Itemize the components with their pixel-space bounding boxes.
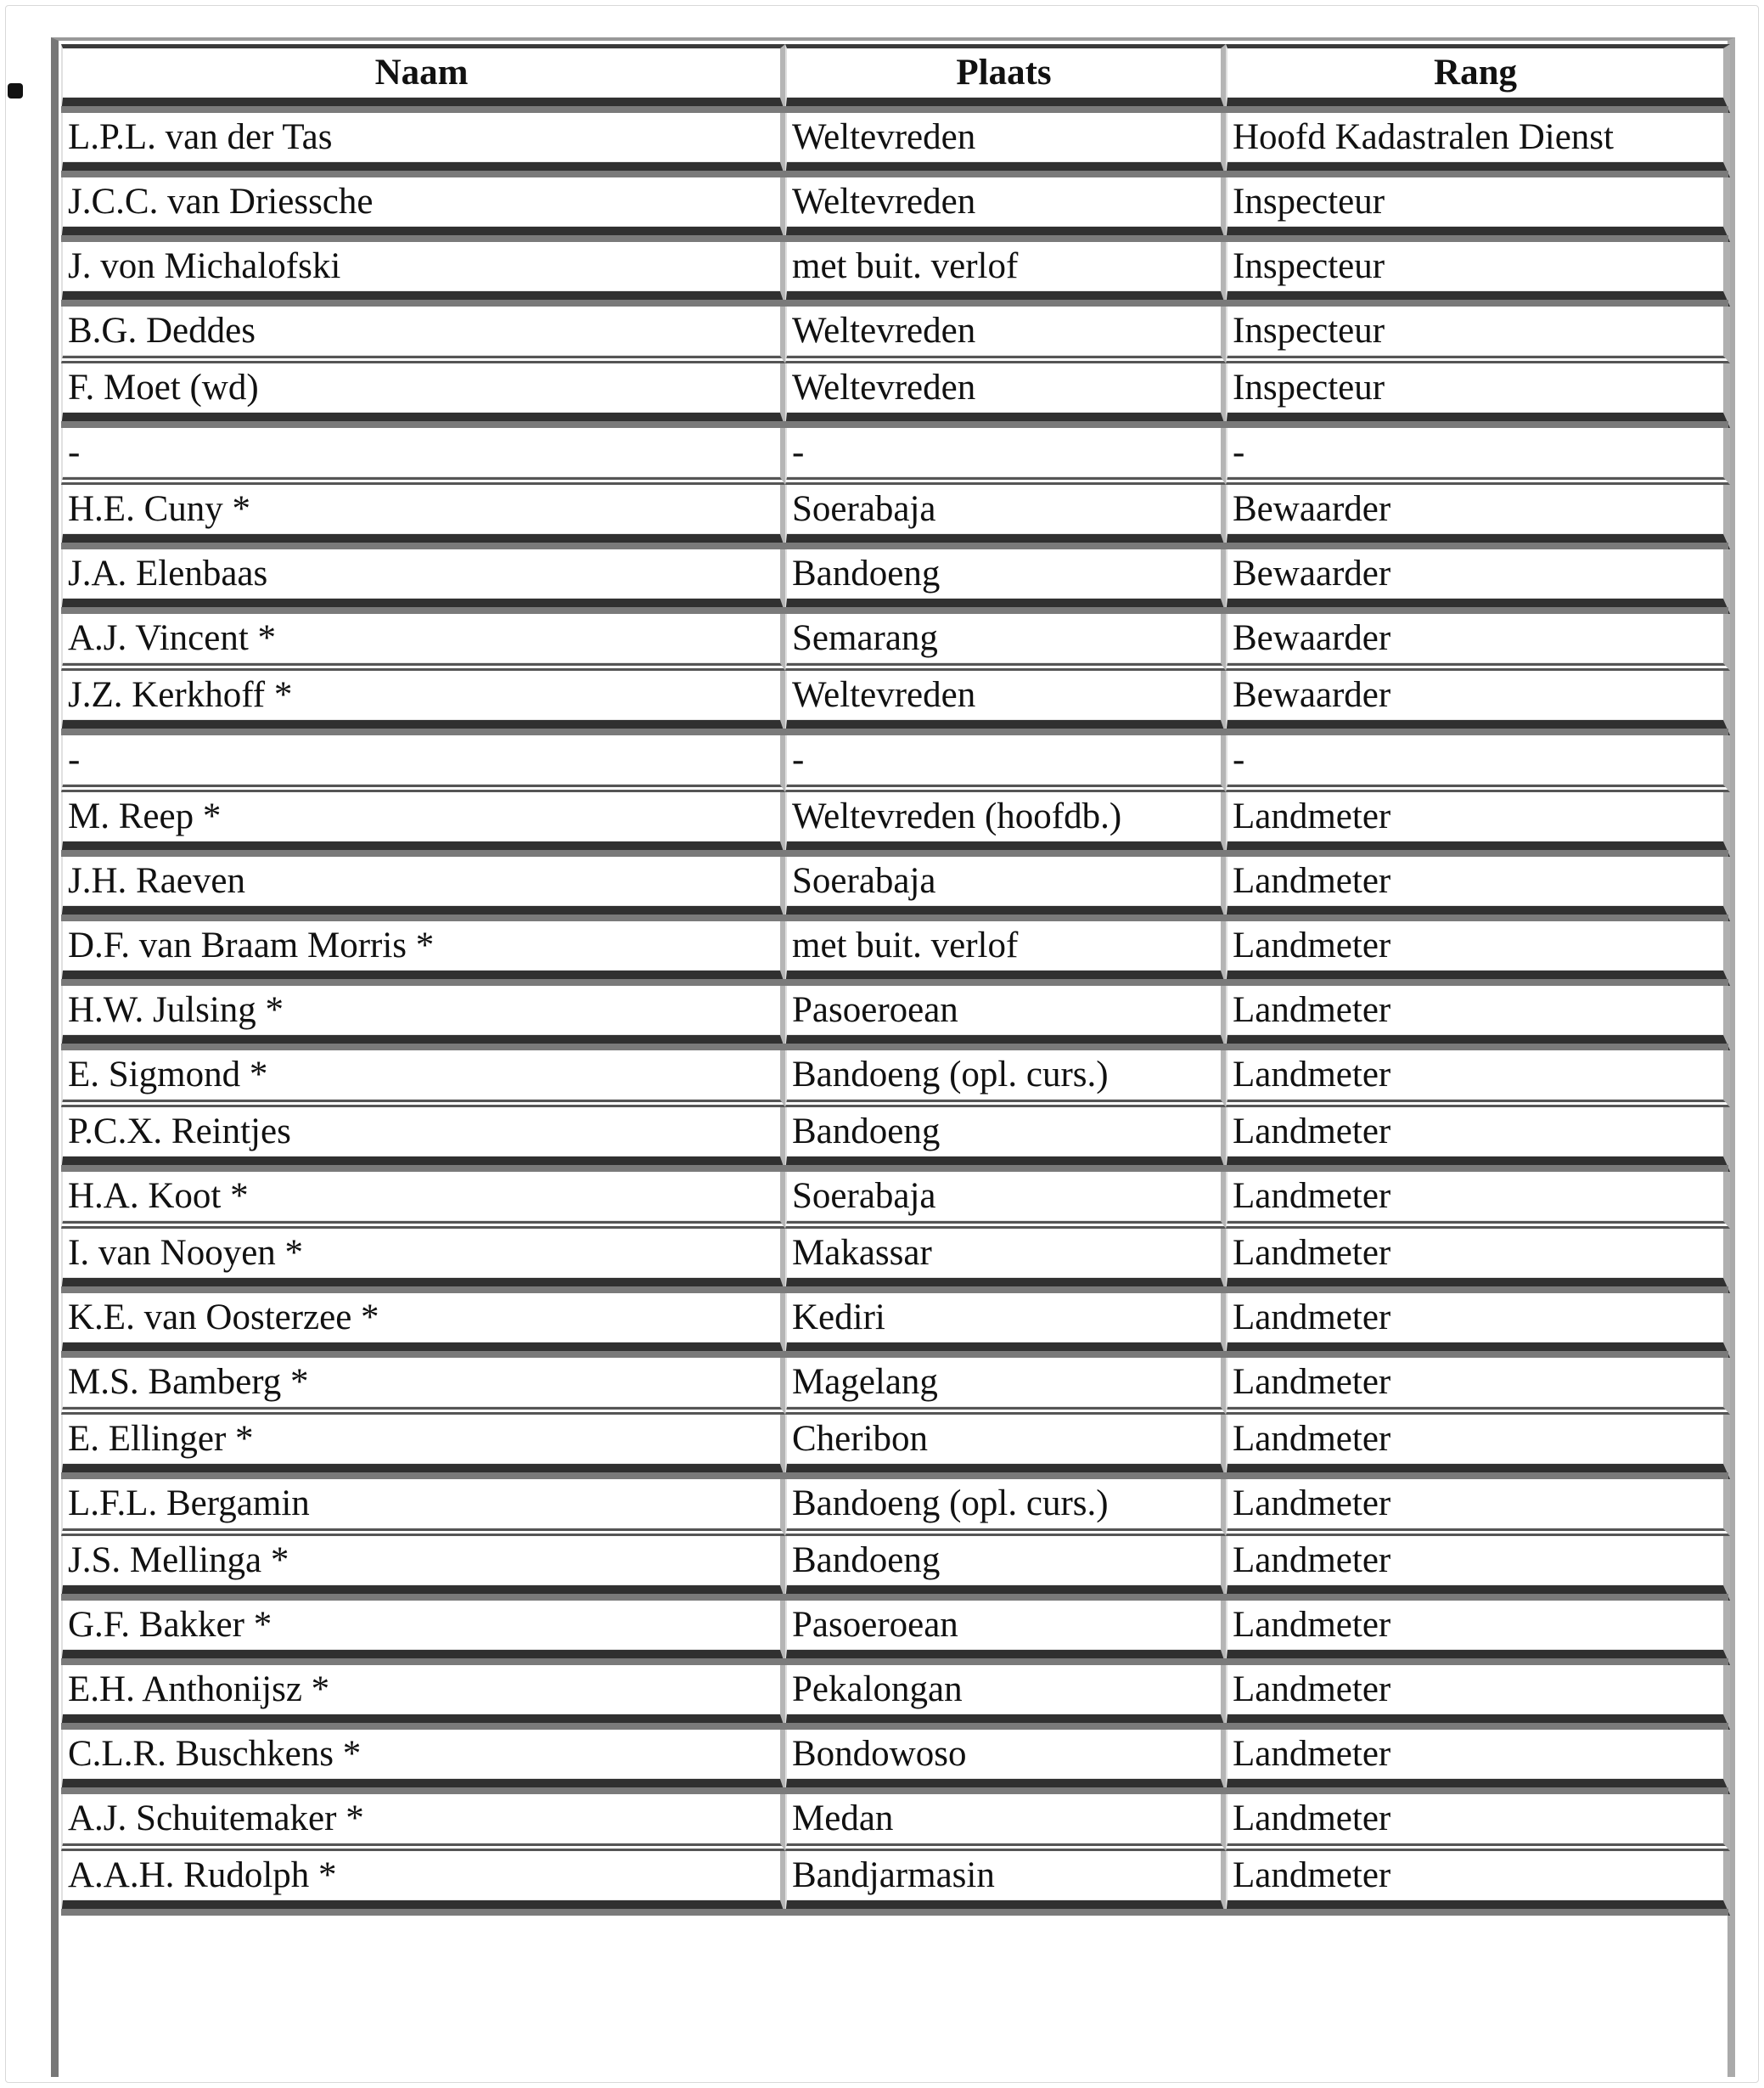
cell-naam: J.S. Mellinga * [61, 1536, 785, 1601]
table-row [61, 1050, 1730, 1107]
cell-rang: - [1226, 428, 1730, 485]
table-row [61, 1665, 1730, 1730]
cell-rang: - [1226, 735, 1730, 792]
cell-naam: J.Z. Kerkhoff * [61, 671, 785, 735]
header-row [61, 44, 1730, 113]
table-row [61, 1730, 1730, 1794]
cell-rang: Landmeter [1226, 1665, 1730, 1730]
cell-rang: Inspecteur [1226, 177, 1730, 242]
table-row [61, 242, 1730, 307]
cell-plaats: Pekalongan [785, 1665, 1226, 1730]
table-row [61, 1415, 1730, 1479]
cell-rang: Bewaarder [1226, 549, 1730, 614]
table-row [61, 857, 1730, 921]
cell-plaats: Bandoeng (opl. curs.) [785, 1050, 1226, 1107]
cell-plaats: Magelang [785, 1358, 1226, 1415]
column-header-rang: Rang [1226, 44, 1730, 113]
cell-naam: F. Moet (wd) [61, 363, 785, 428]
cell-plaats: Soerabaja [785, 1172, 1226, 1229]
cell-naam: C.L.R. Buschkens * [61, 1730, 785, 1794]
personnel-table [61, 44, 1730, 1916]
list-bullet-icon [8, 83, 23, 98]
cell-naam: E. Sigmond * [61, 1050, 785, 1107]
table-row [61, 177, 1730, 242]
cell-naam: J.A. Elenbaas [61, 549, 785, 614]
table-row [61, 1107, 1730, 1172]
cell-rang: Landmeter [1226, 1415, 1730, 1479]
cell-plaats: Bandoeng (opl. curs.) [785, 1479, 1226, 1536]
cell-rang: Inspecteur [1226, 363, 1730, 428]
cell-rang: Landmeter [1226, 1536, 1730, 1601]
table-row [61, 428, 1730, 485]
cell-plaats: Bandjarmasin [785, 1851, 1226, 1916]
cell-plaats: - [785, 735, 1226, 792]
cell-plaats: Weltevreden (hoofdb.) [785, 792, 1226, 857]
cell-rang: Bewaarder [1226, 485, 1730, 549]
cell-plaats: - [785, 428, 1226, 485]
cell-plaats: Pasoeroean [785, 986, 1226, 1050]
table-row [61, 1851, 1730, 1916]
cell-plaats: Weltevreden [785, 363, 1226, 428]
cell-rang: Hoofd Kadastralen Dienst [1226, 113, 1730, 177]
column-header-naam: Naam [61, 44, 785, 113]
cell-plaats: Pasoeroean [785, 1601, 1226, 1665]
table-row [61, 1601, 1730, 1665]
cell-naam: J.H. Raeven [61, 857, 785, 921]
cell-plaats: Bandoeng [785, 1536, 1226, 1601]
cell-rang: Landmeter [1226, 792, 1730, 857]
cell-naam: H.W. Julsing * [61, 986, 785, 1050]
cell-plaats: Bandoeng [785, 1107, 1226, 1172]
cell-rang: Bewaarder [1226, 614, 1730, 671]
cell-rang: Landmeter [1226, 1794, 1730, 1851]
cell-rang: Inspecteur [1226, 307, 1730, 363]
cell-naam: H.A. Koot * [61, 1172, 785, 1229]
table-row [61, 549, 1730, 614]
cell-naam: K.E. van Oosterzee * [61, 1293, 785, 1358]
cell-rang: Bewaarder [1226, 671, 1730, 735]
table-row [61, 1479, 1730, 1536]
cell-plaats: Bondowoso [785, 1730, 1226, 1794]
cell-naam: E. Ellinger * [61, 1415, 785, 1479]
cell-naam: P.C.X. Reintjes [61, 1107, 785, 1172]
cell-plaats: met buit. verlof [785, 921, 1226, 986]
table-row [61, 1172, 1730, 1229]
table-row [61, 986, 1730, 1050]
cell-plaats: Bandoeng [785, 549, 1226, 614]
cell-rang: Landmeter [1226, 1172, 1730, 1229]
cell-naam: - [61, 735, 785, 792]
cell-rang: Landmeter [1226, 1851, 1730, 1916]
table-row [61, 307, 1730, 363]
cell-naam: L.F.L. Bergamin [61, 1479, 785, 1536]
column-header-plaats: Plaats [785, 44, 1226, 113]
table-row [61, 113, 1730, 177]
cell-naam: A.J. Schuitemaker * [61, 1794, 785, 1851]
cell-rang: Landmeter [1226, 1107, 1730, 1172]
cell-naam: E.H. Anthonijsz * [61, 1665, 785, 1730]
table-row [61, 1229, 1730, 1293]
cell-naam: A.A.H. Rudolph * [61, 1851, 785, 1916]
cell-naam: J. von Michalofski [61, 242, 785, 307]
cell-naam: G.F. Bakker * [61, 1601, 785, 1665]
cell-plaats: Medan [785, 1794, 1226, 1851]
table-row [61, 614, 1730, 671]
cell-naam: H.E. Cuny * [61, 485, 785, 549]
cell-naam: D.F. van Braam Morris * [61, 921, 785, 986]
cell-rang: Landmeter [1226, 1229, 1730, 1293]
cell-plaats: Soerabaja [785, 857, 1226, 921]
cell-plaats: Weltevreden [785, 177, 1226, 242]
cell-naam: B.G. Deddes [61, 307, 785, 363]
table-row [61, 792, 1730, 857]
cell-plaats: Soerabaja [785, 485, 1226, 549]
table-row [61, 1536, 1730, 1601]
cell-plaats: Makassar [785, 1229, 1226, 1293]
cell-rang: Landmeter [1226, 857, 1730, 921]
cell-naam: L.P.L. van der Tas [61, 113, 785, 177]
table-row [61, 921, 1730, 986]
table-row [61, 735, 1730, 792]
table-row [61, 1358, 1730, 1415]
cell-plaats: Kediri [785, 1293, 1226, 1358]
cell-plaats: Cheribon [785, 1415, 1226, 1479]
cell-plaats: met buit. verlof [785, 242, 1226, 307]
cell-naam: M. Reep * [61, 792, 785, 857]
table-row [61, 1293, 1730, 1358]
cell-rang: Landmeter [1226, 1479, 1730, 1536]
cell-plaats: Semarang [785, 614, 1226, 671]
cell-rang: Landmeter [1226, 1358, 1730, 1415]
table-row [61, 485, 1730, 549]
cell-rang: Landmeter [1226, 1730, 1730, 1794]
cell-naam: - [61, 428, 785, 485]
cell-rang: Landmeter [1226, 1050, 1730, 1107]
table-row [61, 671, 1730, 735]
cell-plaats: Weltevreden [785, 671, 1226, 735]
table-row [61, 363, 1730, 428]
cell-plaats: Weltevreden [785, 307, 1226, 363]
cell-rang: Landmeter [1226, 1293, 1730, 1358]
cell-rang: Landmeter [1226, 921, 1730, 986]
table-row [61, 1794, 1730, 1851]
cell-naam: J.C.C. van Driessche [61, 177, 785, 242]
cell-naam: M.S. Bamberg * [61, 1358, 785, 1415]
cell-rang: Landmeter [1226, 1601, 1730, 1665]
cell-plaats: Weltevreden [785, 113, 1226, 177]
cell-naam: A.J. Vincent * [61, 614, 785, 671]
cell-rang: Inspecteur [1226, 242, 1730, 307]
cell-rang: Landmeter [1226, 986, 1730, 1050]
cell-naam: I. van Nooyen * [61, 1229, 785, 1293]
